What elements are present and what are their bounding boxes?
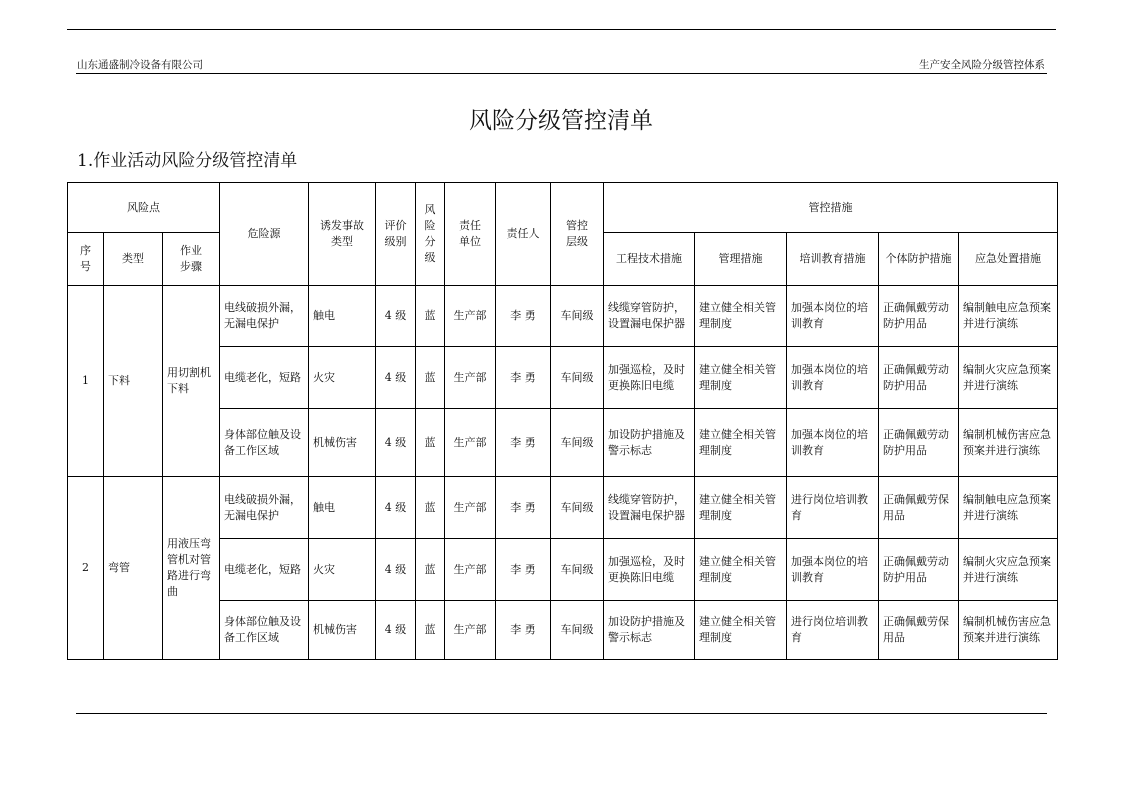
header-ppe: 个体防护措施 [879, 233, 959, 286]
table-row [68, 286, 1058, 347]
cell-resp-person: 李 勇 [496, 539, 551, 601]
cell-emergency: 编制机械伤害应急预案并进行演练 [959, 409, 1058, 477]
cell-eval-level: 4 级 [376, 477, 416, 539]
cell-accident: 机械伤害 [309, 601, 376, 660]
cell-control-level: 车间级 [551, 601, 604, 660]
cell-training: 加强本岗位的培训教育 [787, 539, 879, 601]
page-top-rule [67, 29, 1056, 30]
cell-engineering: 加设防护措施及警示标志 [604, 409, 695, 477]
cell-eval-level: 4 级 [376, 286, 416, 347]
cell-hazard: 电缆老化，短路 [220, 539, 309, 601]
cell-training: 加强本岗位的培训教育 [787, 409, 879, 477]
cell-hazard: 身体部位触及设备工作区域 [220, 409, 309, 477]
cell-resp-person: 李 勇 [496, 601, 551, 660]
cell-management: 建立健全相关管理制度 [695, 286, 787, 347]
cell-ppe: 正确佩戴劳动防护用品 [879, 347, 959, 409]
cell-type: 弯管 [104, 477, 163, 660]
cell-eval-level: 4 级 [376, 409, 416, 477]
cell-ppe: 正确佩戴劳动防护用品 [879, 539, 959, 601]
cell-control-level: 车间级 [551, 286, 604, 347]
cell-emergency: 编制火灾应急预案并进行演练 [959, 539, 1058, 601]
cell-risk-grade: 蓝 [416, 539, 445, 601]
cell-engineering: 线缆穿管防护，设置漏电保护器 [604, 477, 695, 539]
cell-control-level: 车间级 [551, 347, 604, 409]
cell-resp-person: 李 勇 [496, 409, 551, 477]
header-training: 培训教育措施 [787, 233, 879, 286]
header-eval-level: 评价级别 [376, 183, 416, 286]
cell-management: 建立健全相关管理制度 [695, 601, 787, 660]
cell-training: 进行岗位培训教育 [787, 601, 879, 660]
cell-accident: 机械伤害 [309, 409, 376, 477]
table-row [68, 477, 1058, 539]
cell-ppe: 正确佩戴劳保用品 [879, 601, 959, 660]
header-seq: 序号 [68, 233, 104, 286]
cell-control-level: 车间级 [551, 409, 604, 477]
cell-seq: 1 [68, 286, 104, 477]
cell-type: 下料 [104, 286, 163, 477]
header-control-measures: 管控措施 [604, 183, 1058, 233]
cell-engineering: 加设防护措施及警示标志 [604, 601, 695, 660]
cell-hazard: 电线破损外漏，无漏电保护 [220, 286, 309, 347]
header-emergency: 应急处置措施 [959, 233, 1058, 286]
cell-training: 进行岗位培训教育 [787, 477, 879, 539]
header-row-1 [68, 183, 1058, 233]
cell-resp-unit: 生产部 [445, 539, 496, 601]
header-resp-person: 责任人 [496, 183, 551, 286]
cell-control-level: 车间级 [551, 477, 604, 539]
cell-control-level: 车间级 [551, 539, 604, 601]
cell-ppe: 正确佩戴劳动防护用品 [879, 286, 959, 347]
cell-hazard: 身体部位触及设备工作区域 [220, 601, 309, 660]
cell-accident: 火灾 [309, 347, 376, 409]
header-risk-grade: 风险分级 [416, 183, 445, 286]
header-system-name: 生产安全风险分级管控体系 [919, 59, 1045, 71]
cell-resp-unit: 生产部 [445, 601, 496, 660]
cell-hazard: 电线破损外漏，无漏电保护 [220, 477, 309, 539]
header-engineering: 工程技术措施 [604, 233, 695, 286]
cell-eval-level: 4 级 [376, 601, 416, 660]
cell-seq: 2 [68, 477, 104, 660]
cell-risk-grade: 蓝 [416, 409, 445, 477]
cell-resp-unit: 生产部 [445, 477, 496, 539]
cell-ppe: 正确佩戴劳动防护用品 [879, 409, 959, 477]
cell-step: 用液压弯管机对管路进行弯曲 [163, 477, 220, 660]
cell-risk-grade: 蓝 [416, 477, 445, 539]
cell-management: 建立健全相关管理制度 [695, 539, 787, 601]
header-management: 管理措施 [695, 233, 787, 286]
cell-eval-level: 4 级 [376, 539, 416, 601]
cell-management: 建立健全相关管理制度 [695, 477, 787, 539]
risk-control-table [67, 182, 1058, 660]
cell-step: 用切割机下料 [163, 286, 220, 477]
document-title: 风险分级管控清单 [469, 108, 653, 134]
cell-emergency: 编制机械伤害应急预案并进行演练 [959, 601, 1058, 660]
cell-resp-person: 李 勇 [496, 286, 551, 347]
cell-resp-unit: 生产部 [445, 347, 496, 409]
cell-accident: 火灾 [309, 539, 376, 601]
cell-management: 建立健全相关管理制度 [695, 347, 787, 409]
cell-engineering: 加强巡检，及时更换陈旧电缆 [604, 539, 695, 601]
cell-resp-person: 李 勇 [496, 477, 551, 539]
cell-risk-grade: 蓝 [416, 601, 445, 660]
cell-training: 加强本岗位的培训教育 [787, 347, 879, 409]
cell-risk-grade: 蓝 [416, 347, 445, 409]
header-control-level: 管控层级 [551, 183, 604, 286]
cell-risk-grade: 蓝 [416, 286, 445, 347]
cell-emergency: 编制火灾应急预案并进行演练 [959, 347, 1058, 409]
cell-management: 建立健全相关管理制度 [695, 409, 787, 477]
header-resp-unit: 责任单位 [445, 183, 496, 286]
section-title: 1.作业活动风险分级管控清单 [77, 151, 298, 171]
header-hazard: 危险源 [220, 183, 309, 286]
cell-emergency: 编制触电应急预案并进行演练 [959, 477, 1058, 539]
cell-emergency: 编制触电应急预案并进行演练 [959, 286, 1058, 347]
cell-resp-unit: 生产部 [445, 286, 496, 347]
cell-engineering: 线缆穿管防护，设置漏电保护器 [604, 286, 695, 347]
cell-resp-unit: 生产部 [445, 409, 496, 477]
cell-eval-level: 4 级 [376, 347, 416, 409]
cell-ppe: 正确佩戴劳保用品 [879, 477, 959, 539]
cell-hazard: 电缆老化，短路 [220, 347, 309, 409]
header-type: 类型 [104, 233, 163, 286]
header-risk-point: 风险点 [68, 183, 220, 233]
cell-resp-person: 李 勇 [496, 347, 551, 409]
header-accident-type: 诱发事故类型 [309, 183, 376, 286]
cell-accident: 触电 [309, 477, 376, 539]
cell-training: 加强本岗位的培训教育 [787, 286, 879, 347]
header-step: 作业步骤 [163, 233, 220, 286]
cell-engineering: 加强巡检，及时更换陈旧电缆 [604, 347, 695, 409]
header-rule [76, 73, 1047, 74]
cell-accident: 触电 [309, 286, 376, 347]
footer-rule [76, 713, 1047, 714]
header-company-name: 山东通盛制冷设备有限公司 [77, 59, 203, 71]
